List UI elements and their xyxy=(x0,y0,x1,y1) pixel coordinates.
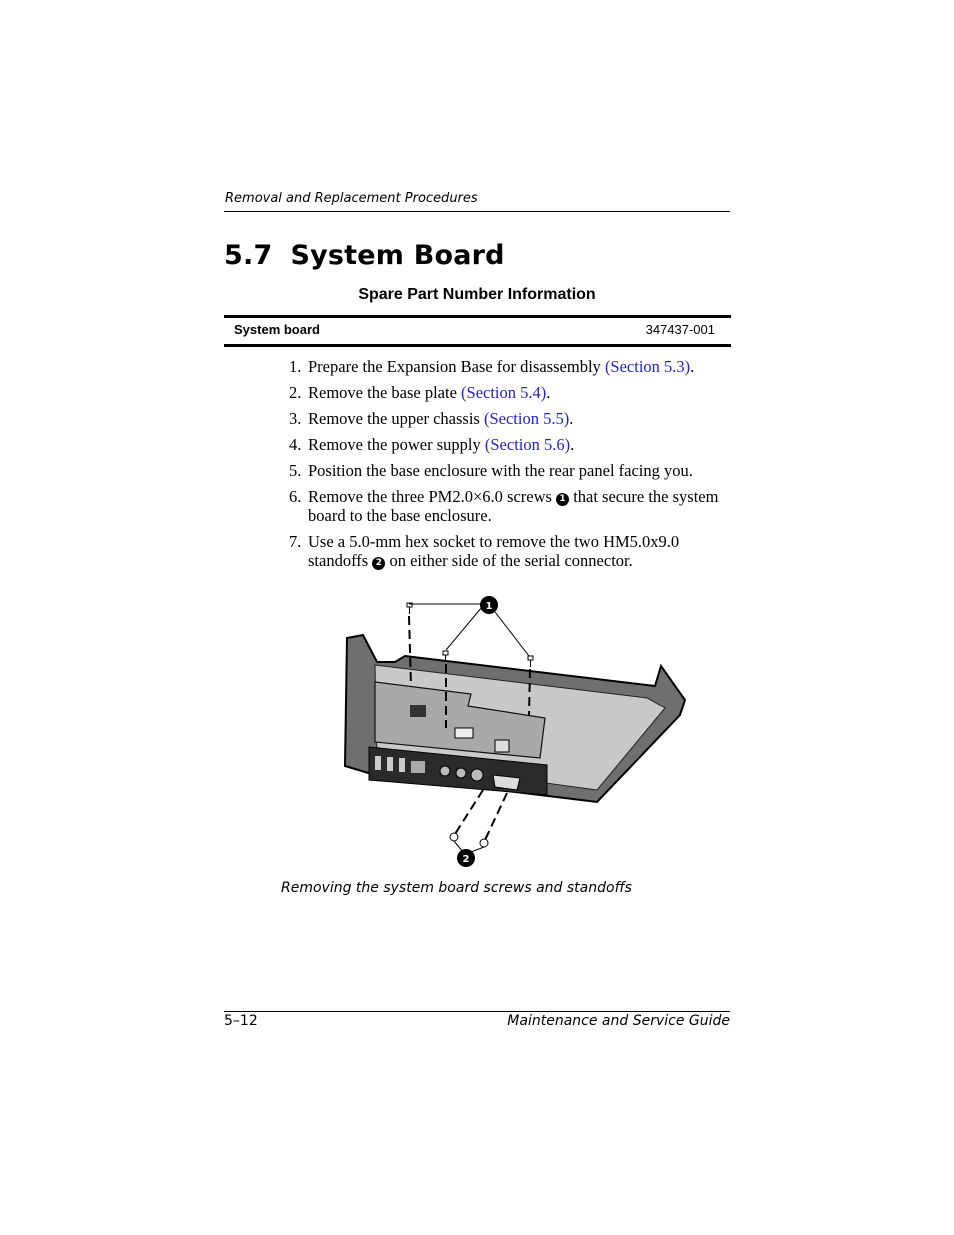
spare-parts-table xyxy=(224,315,731,347)
step-text: Remove the upper chassis xyxy=(308,409,484,428)
step-item xyxy=(289,461,719,480)
step-text: Prepare the Expansion Base for disassembly xyxy=(308,357,605,376)
step-item xyxy=(289,357,719,376)
section-link[interactable]: (Section 5.5) xyxy=(483,409,570,428)
step-item xyxy=(289,532,719,570)
leader-line xyxy=(495,612,529,656)
step-number: 2. xyxy=(289,383,302,402)
step-item xyxy=(289,487,719,525)
step-number: 4. xyxy=(289,435,302,454)
serial-connector xyxy=(493,775,520,790)
step-text: Position the base enclosure with the rear panel facing you. xyxy=(308,461,693,480)
usb-port xyxy=(399,758,405,772)
guide-title: Maintenance and Service Guide xyxy=(507,1013,730,1029)
section-link[interactable]: (Section 5.4) xyxy=(461,383,547,402)
step-text: Remove the power supply xyxy=(308,435,485,454)
audio-jack xyxy=(440,766,450,776)
page-number: 5–12 xyxy=(224,1013,258,1029)
standoff-path xyxy=(455,790,483,834)
standoff xyxy=(480,839,488,847)
spare-part-number: 347437-001 xyxy=(645,322,715,337)
footer-rule xyxy=(224,1011,730,1012)
spare-part-label: System board xyxy=(234,322,320,337)
step-item xyxy=(289,383,719,402)
step-item xyxy=(289,435,719,454)
procedure-steps xyxy=(289,357,719,577)
section-number: 5.7 xyxy=(224,240,273,271)
step-number: 1. xyxy=(289,357,302,376)
step-text: Use a 5.0-mm hex socket to remove the two HM5.0x9.0 standoffs xyxy=(308,532,680,570)
leader-line xyxy=(446,607,482,650)
callout-1-label: 1 xyxy=(485,601,493,612)
leader-line xyxy=(471,847,484,852)
usb-port xyxy=(387,757,393,771)
audio-jack xyxy=(471,769,483,781)
callout-1-icon: 1 xyxy=(556,493,569,506)
step-number: 7. xyxy=(289,532,302,551)
board-chip xyxy=(455,728,473,738)
callout-2-label: 2 xyxy=(462,854,470,865)
step-text: Remove the base plate xyxy=(308,383,462,402)
board-chip xyxy=(495,740,509,752)
step-text: Remove the three PM2.0×6.0 screws xyxy=(308,487,557,506)
step-text-end: . xyxy=(546,383,551,402)
step-item xyxy=(289,409,719,428)
step-text-end: . xyxy=(690,357,695,376)
header-rule xyxy=(224,211,730,212)
step-number: 6. xyxy=(289,487,302,506)
figure-caption: Removing the system board screws and standoffs xyxy=(281,880,632,896)
network-port xyxy=(411,761,425,773)
screw xyxy=(528,656,533,667)
step-text-end: on either side of the serial connector. xyxy=(385,551,633,570)
section-link[interactable]: (Section 5.6) xyxy=(484,435,571,454)
section-link[interactable]: (Section 5.3) xyxy=(604,357,691,376)
spare-parts-title: Spare Part Number Information xyxy=(358,286,596,303)
callout-2-icon: 2 xyxy=(372,557,385,570)
usb-port xyxy=(375,756,381,770)
section-heading xyxy=(224,240,505,271)
screw xyxy=(407,603,412,614)
step-number: 3. xyxy=(289,409,302,428)
standoff-path xyxy=(485,793,507,840)
audio-jack xyxy=(456,768,466,778)
board-chip xyxy=(410,705,426,717)
step-text-end: . xyxy=(569,409,574,428)
step-text-end: that secure the system board to the base enclosure. xyxy=(308,487,719,525)
section-title: System Board xyxy=(290,240,505,271)
step-text-end: . xyxy=(570,435,575,454)
standoff xyxy=(450,833,458,841)
step-number: 5. xyxy=(289,461,302,480)
system-board-illustration xyxy=(335,590,695,875)
running-head: Removal and Replacement Procedures xyxy=(225,191,478,206)
